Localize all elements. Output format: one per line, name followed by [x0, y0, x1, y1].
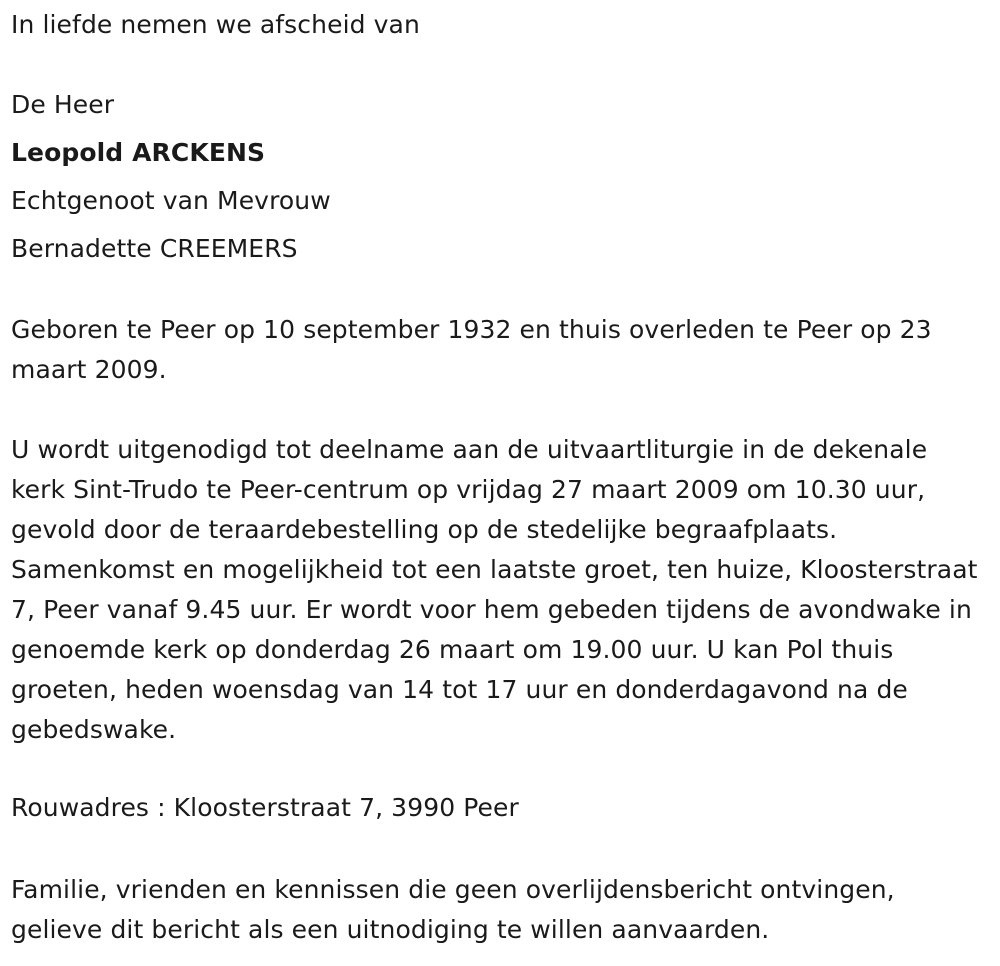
honorific: De Heer — [11, 90, 115, 119]
intro-text: In liefde nemen we afscheid van — [11, 10, 420, 39]
deceased-name: Leopold ARCKENS — [11, 138, 266, 167]
birth-death-paragraph: Geboren te Peer op 10 september 1932 en thuis overleden te Peer op 23 maart 2009. — [11, 315, 932, 384]
spouse-name: Bernadette CREEMERS — [11, 234, 298, 263]
mourning-address: Rouwadres : Kloosterstraat 7, 3990 Peer — [11, 793, 519, 822]
spouse-line: Echtgenoot van Mevrouw — [11, 186, 331, 215]
ceremony-paragraph: U wordt uitgenodigd tot deelname aan de uitvaartliturgie in de dekenale kerk Sint-Trudo te Peer-centrum op vrijdag 27 maart 2009 om 10.30 uur, gevold door de teraardebestelling op de stedelijke begraafplaats. Samenkomst en mogelijkheid tot een laatste groet, ten huize, Kloosterstraat 7, Peer vanaf 9.45 uur. Er wordt voor hem gebeden tijdens de avondwake in genoemde kerk op donderdag 26 maart om 19.00 uur. U kan Pol thuis groeten, heden woensdag van 14 tot 17 uur en donderdagavond na de gebedswake. — [11, 435, 978, 744]
closing-paragraph: Familie, vrienden en kennissen die geen overlijdensbericht ontvingen, gelieve dit bericht als een uitnodiging te willen aanvaarden. — [11, 875, 895, 944]
